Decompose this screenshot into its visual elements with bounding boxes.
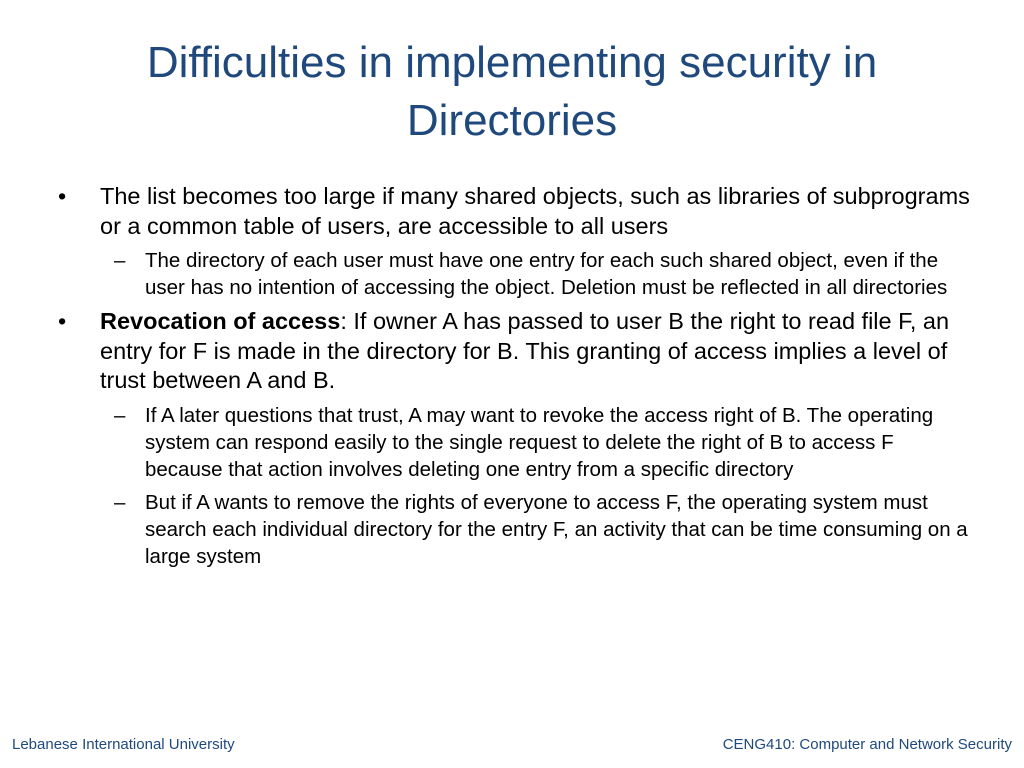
dash-icon: – xyxy=(114,249,126,272)
sub-bullet-item-2-1 xyxy=(56,402,976,483)
bullet-item-1 xyxy=(56,182,976,241)
bullet-item-1-text: The list becomes too large if many shared objects, such as libraries of subprograms or a common table of users, are accessible to all users xyxy=(100,183,970,239)
bullet-dot-icon: • xyxy=(58,308,67,334)
sub-bullet-item-1-1 xyxy=(56,247,976,301)
sub-bullet-item-2-2-text: But if A wants to remove the rights of everyone to access F, the operating system must search each individual directory for the entry F, an activity that can be time consuming on a large system xyxy=(145,490,968,568)
dash-icon: – xyxy=(114,490,126,514)
bullet-item-2-bold: Revocation of access xyxy=(100,308,341,334)
footer-university: Lebanese International University xyxy=(12,736,235,753)
sub-bullet-item-2-1-text: If A later questions that trust, A may want to revoke the access right of B. The operating system can respond easily to the single request to delete the right of B to access F because that action involves deleting one entry from a specific directory xyxy=(145,403,934,481)
sub-bullet-item-1-1-text: The directory of each user must have one entry for each such shared object, even if the user has no intention of accessing the object. Deletion must be reflected in all directories xyxy=(145,249,948,299)
bullet-item-2-text: : If owner A has passed to user B the right to read file F, an entry for F is made in the directory for B. This granting of access implies a level of trust between A and B. xyxy=(100,308,950,393)
dash-icon: – xyxy=(114,403,126,427)
bullet-item-2 xyxy=(56,307,976,396)
slide-title-line2: Directories xyxy=(406,96,618,145)
sub-bullet-item-2-2 xyxy=(56,489,976,570)
slide-content xyxy=(56,182,976,576)
slide-title xyxy=(40,34,984,150)
footer-course: CENG410: Computer and Network Security xyxy=(722,736,1012,753)
bullet-dot-icon: • xyxy=(58,183,67,209)
slide-title-line1: Difficulties in implementing security in xyxy=(146,38,878,87)
